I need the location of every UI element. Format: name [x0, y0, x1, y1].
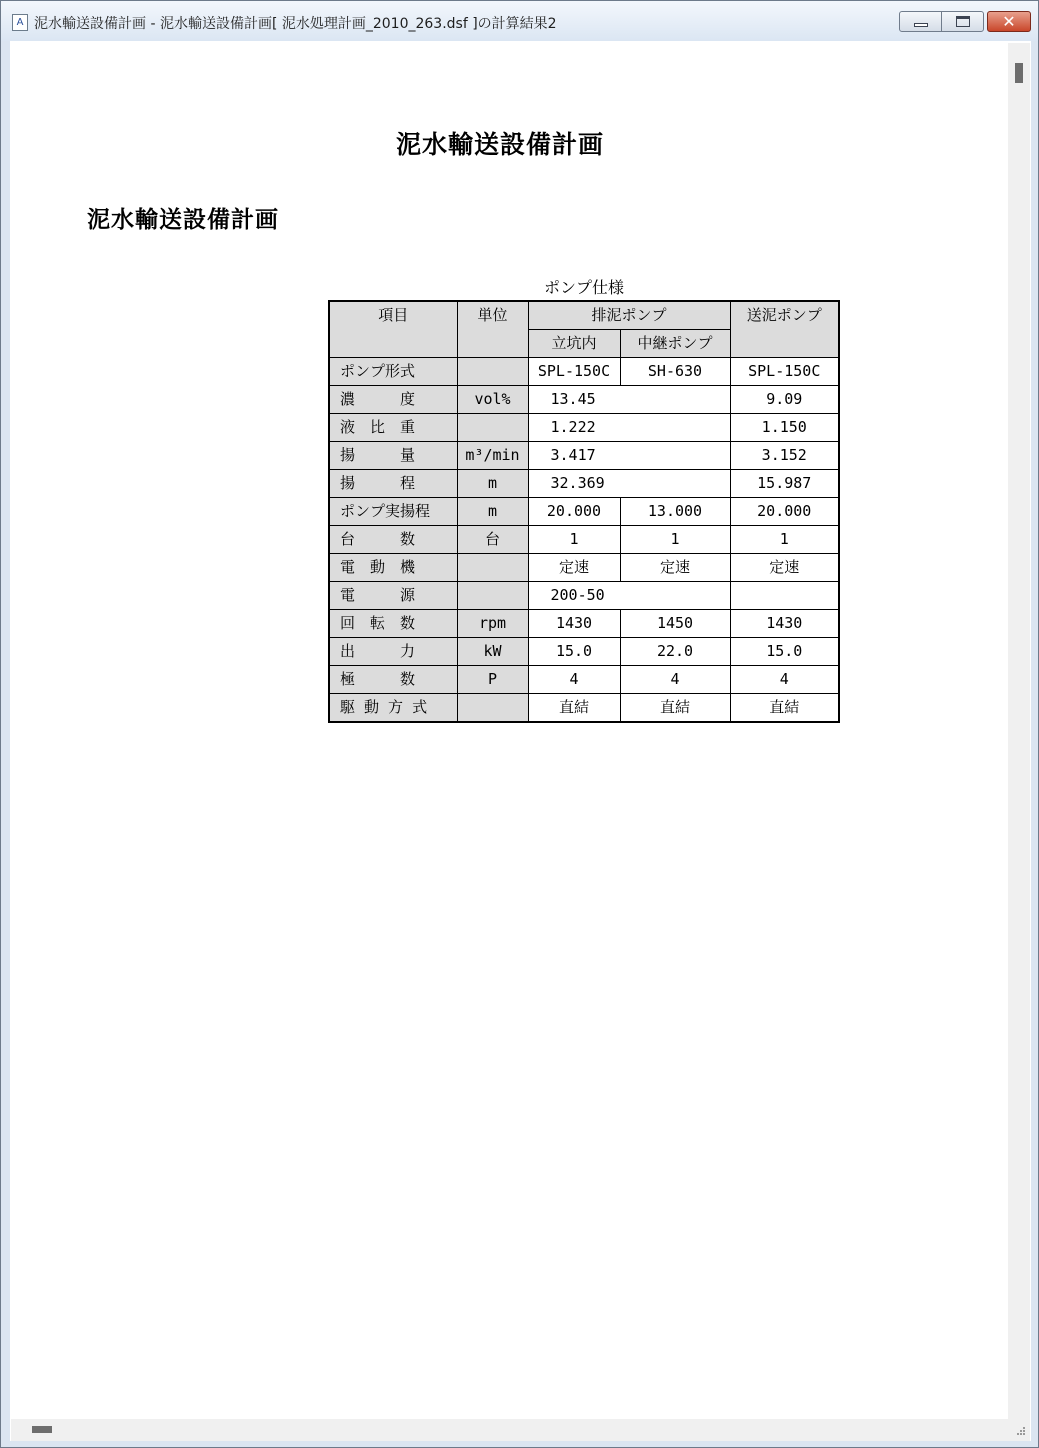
close-button[interactable] — [987, 11, 1031, 32]
row-feed-value: 15.0 — [730, 638, 839, 666]
row-unit — [457, 358, 528, 386]
row-feed-value: 1.150 — [730, 414, 839, 442]
row-label: 台 数 — [329, 526, 457, 554]
window-title: 泥水輸送設備計画 - 泥水輸送設備計画[ 泥水処理計画_2010_263.dsf ]の計算結果2 — [34, 16, 557, 32]
table-header-row — [329, 301, 839, 330]
table-row — [329, 470, 839, 498]
section-title: 泥水輸送設備計画 — [87, 206, 279, 233]
row-unit: m — [457, 470, 528, 498]
row-unit: vol% — [457, 386, 528, 414]
row-discharge-value: 200-50 — [528, 582, 730, 610]
row-unit: m — [457, 498, 528, 526]
row-discharge-value: 3.417 — [528, 442, 730, 470]
row-shaft-value: 4 — [528, 666, 620, 694]
horizontal-scroll-thumb[interactable] — [32, 1426, 52, 1433]
table-row — [329, 666, 839, 694]
row-feed-value: 15.987 — [730, 470, 839, 498]
table-caption: ポンプ仕様 — [543, 278, 624, 297]
row-relay-value: 13.000 — [620, 498, 730, 526]
row-unit — [457, 554, 528, 582]
row-unit: P — [457, 666, 528, 694]
page-title: 泥水輸送設備計画 — [395, 130, 604, 159]
minimize-button[interactable] — [899, 11, 942, 32]
header-relay: 中継ポンプ — [620, 330, 730, 358]
row-shaft-value: 直結 — [528, 694, 620, 723]
row-shaft-value: SPL-150C — [528, 358, 620, 386]
row-relay-value: 1 — [620, 526, 730, 554]
row-label: 極 数 — [329, 666, 457, 694]
resize-grip-icon[interactable] — [1008, 1419, 1030, 1441]
row-feed-value: 1 — [730, 526, 839, 554]
table-row — [329, 582, 839, 610]
row-unit — [457, 582, 528, 610]
table-row — [329, 498, 839, 526]
row-relay-value: 1450 — [620, 610, 730, 638]
header-discharge-pump: 排泥ポンプ — [528, 301, 730, 330]
row-unit: m³/min — [457, 442, 528, 470]
row-relay-value: 定速 — [620, 554, 730, 582]
table-row — [329, 526, 839, 554]
table-row — [329, 442, 839, 470]
table-row — [329, 610, 839, 638]
header-feed-pump: 送泥ポンプ — [730, 301, 839, 358]
vertical-scrollbar[interactable] — [1008, 43, 1030, 1419]
row-shaft-value: 15.0 — [528, 638, 620, 666]
row-feed-value: 20.000 — [730, 498, 839, 526]
table-row — [329, 414, 839, 442]
row-unit — [457, 414, 528, 442]
row-label: 出 力 — [329, 638, 457, 666]
table-row — [329, 358, 839, 386]
row-label: 電 源 — [329, 582, 457, 610]
row-label: 揚 量 — [329, 442, 457, 470]
row-shaft-value: 定速 — [528, 554, 620, 582]
row-feed-value: 9.09 — [730, 386, 839, 414]
vertical-scroll-thumb[interactable] — [1015, 63, 1023, 83]
row-relay-value: 4 — [620, 666, 730, 694]
row-feed-value: 1430 — [730, 610, 839, 638]
row-shaft-value: 1 — [528, 526, 620, 554]
row-shaft-value: 20.000 — [528, 498, 620, 526]
row-label: ポンプ形式 — [329, 358, 457, 386]
row-relay-value: 22.0 — [620, 638, 730, 666]
row-label: 揚 程 — [329, 470, 457, 498]
row-label: 電 動 機 — [329, 554, 457, 582]
row-label: 液 比 重 — [329, 414, 457, 442]
document-app-icon: A — [12, 14, 28, 31]
header-unit: 単位 — [457, 301, 528, 358]
pump-spec-table — [328, 300, 840, 723]
row-label: ポンプ実揚程 — [329, 498, 457, 526]
row-unit: 台 — [457, 526, 528, 554]
header-shaft: 立坑内 — [528, 330, 620, 358]
table-row — [329, 554, 839, 582]
row-label: 濃 度 — [329, 386, 457, 414]
row-discharge-value: 32.369 — [528, 470, 730, 498]
row-relay-value: 直結 — [620, 694, 730, 723]
row-feed-value: 3.152 — [730, 442, 839, 470]
close-icon: ✕ — [1002, 12, 1016, 31]
row-feed-value: 直結 — [730, 694, 839, 723]
horizontal-scrollbar[interactable] — [11, 1419, 1008, 1441]
row-discharge-value: 13.45 — [528, 386, 730, 414]
document-view — [10, 41, 1031, 1441]
table-row — [329, 694, 839, 723]
row-feed-value: 定速 — [730, 554, 839, 582]
table-row — [329, 386, 839, 414]
row-relay-value: SH-630 — [620, 358, 730, 386]
maximize-button[interactable] — [941, 11, 984, 32]
row-shaft-value: 1430 — [528, 610, 620, 638]
row-unit: rpm — [457, 610, 528, 638]
row-feed-value: SPL-150C — [730, 358, 839, 386]
row-unit: kW — [457, 638, 528, 666]
row-feed-value: 4 — [730, 666, 839, 694]
row-label: 駆 動 方 式 — [329, 694, 457, 723]
table-row — [329, 638, 839, 666]
row-feed-value — [730, 582, 839, 610]
minimize-icon — [914, 23, 928, 27]
row-unit — [457, 694, 528, 723]
row-label: 回 転 数 — [329, 610, 457, 638]
title-bar[interactable] — [1, 1, 1038, 41]
row-discharge-value: 1.222 — [528, 414, 730, 442]
maximize-icon — [956, 16, 970, 27]
header-item: 項目 — [329, 301, 457, 358]
